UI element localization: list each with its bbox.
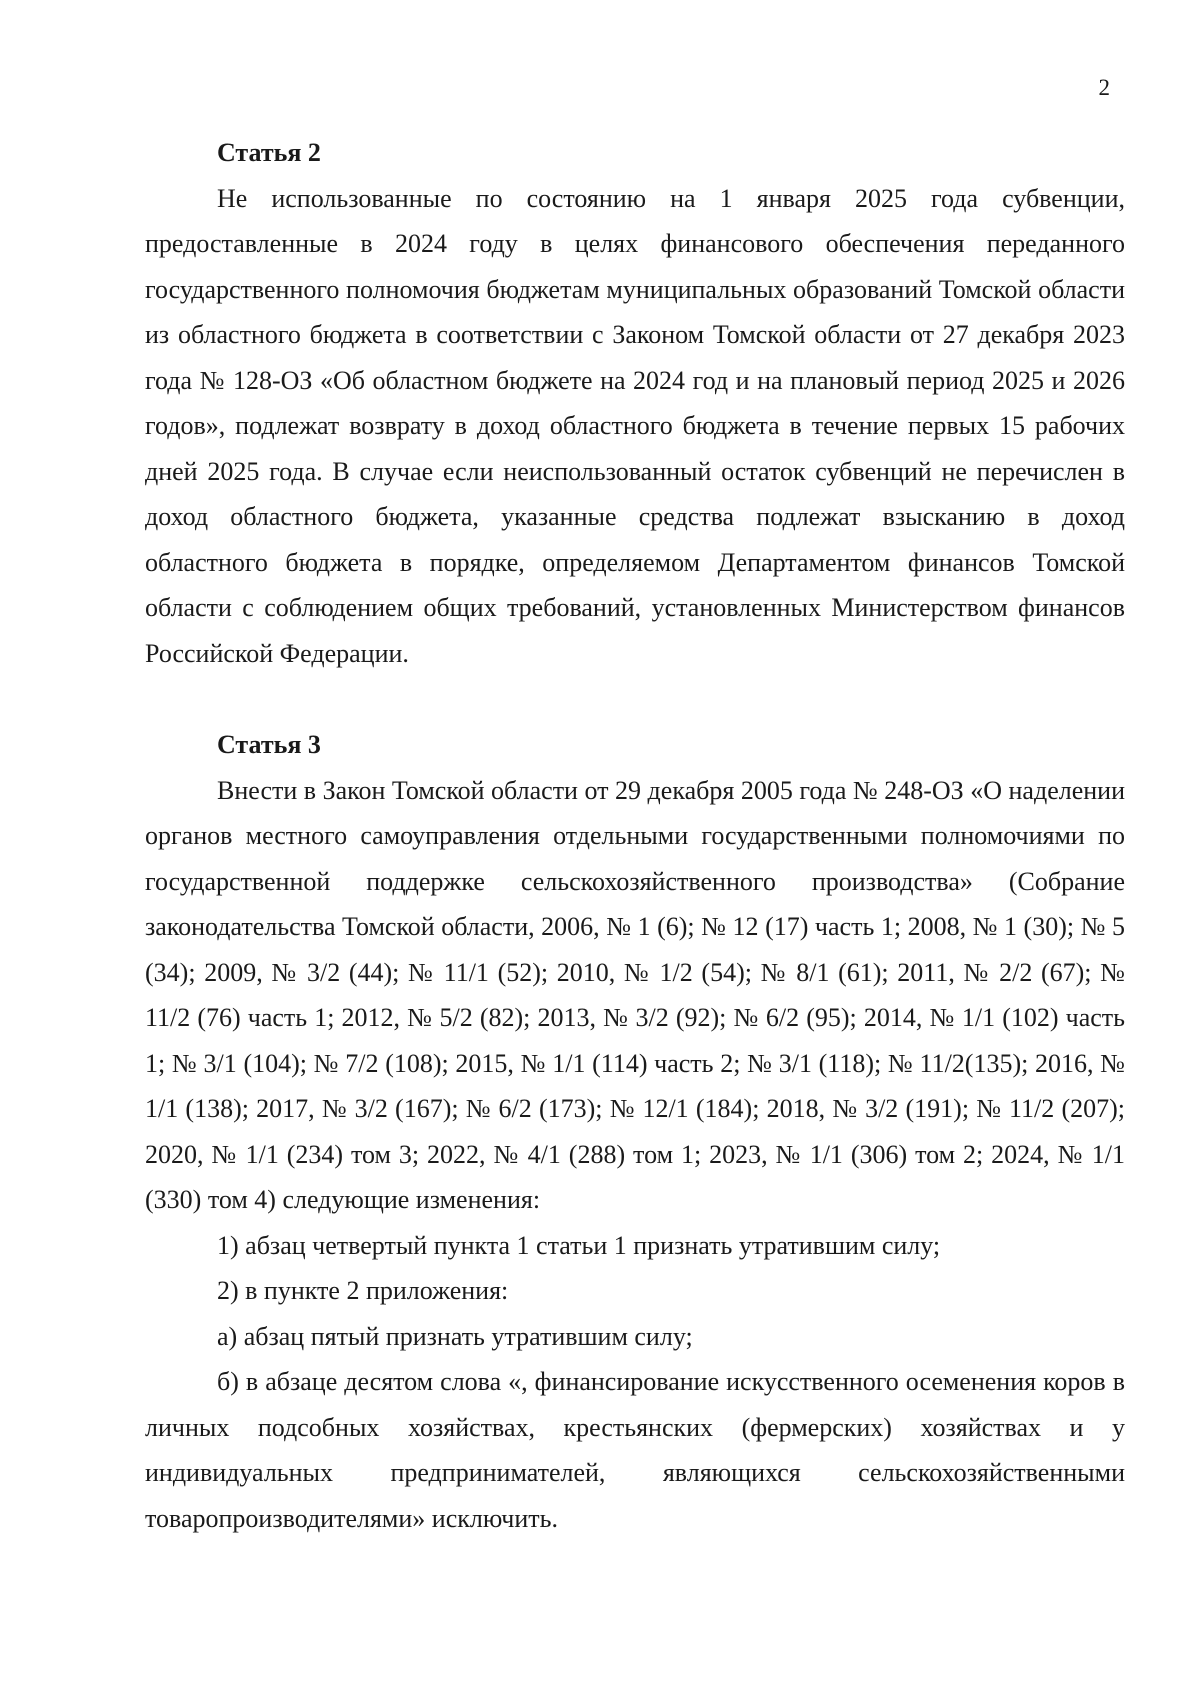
article-3-item-1: 1) абзац четвертый пункта 1 статьи 1 признать утратившим силу; [217,1230,941,1260]
article-3-title: Статья 3 [217,730,321,759]
section-spacer [145,676,1125,722]
article-3-paragraph-intro: Внести в Закон Томской области от 29 декабря 2005 года № 248-ОЗ «О наделении органов местного самоуправления отдельными государственными полномочиями по государственной поддержке сельскохозяйственного производства» (Собрание законодательства Томской области, 2006, № 1 (6); № 12 (17) часть 1; 2008, № 1 (30); № 5 (34); 2009, № 3/2 (44); № 11/1 (52); 2010, № 1/2 (54); № 8/1 (61); 2011, № 2/2 (67); № 11/2 (76) часть 1; 2012, № 5/2 (82); 2013, № 3/2 (92); № 6/2 (95); 2014, № 1/1 (102) часть 1; № 3/1 (104); № 7/2 (108); 2015, № 1/1 (114) часть 2; № 3/1 (118); № 11/2(135); 2016, № 1/1 (138); 2017, № 3/2 (167); № 6/2 (173); № 12/1 (184); 2018, № 3/2 (191); № 11/2 (207); 2020, № 1/1 (234) том 3; 2022, № 4/1 (288) том 1; 2023, № 1/1 (306) том 2; 2024, № 1/1 (330) том 4) следующие изменения: [145,775,1125,1214]
article-2 [145,130,1125,676]
page-number: 2 [1098,75,1110,100]
article-3-item-2: 2) в пункте 2 приложения: [217,1276,509,1305]
article-2-paragraph: Не использованные по состоянию на 1 января 2025 года субвенции, предоставленные в 2024 году в целях финансового обеспечения переданного государственного полномочия бюджетам муниципальных образований Томской области из областного бюджета в соответствии с Законом Томской области от 27 декабря 2023 года № 128-ОЗ «Об областном бюджете на 2024 год и на плановый период 2025 и 2026 годов», подлежат возврату в доход областного бюджета в течение первых 15 рабочих дней 2025 года. В случае если неиспользованный остаток субвенций не перечислен в доход областного бюджета, указанные средства подлежат взысканию в доход областного бюджета в порядке, определяемом Департаментом финансов Томской области с соблюдением общих требований, установленных Министерством финансов Российской Федерации. [145,183,1125,668]
document-body [145,130,1125,1541]
article-2-title: Статья 2 [217,138,321,167]
article-3-item-2a: а) абзац пятый признать утратившим силу; [217,1321,693,1351]
article-3 [145,722,1125,1541]
article-3-item-2b: б) в абзаце десятом слова «, финансирование искусственного осеменения коров в личных подсобных хозяйствах, крестьянских (фермерских) хозяйствах и у индивидуальных предпринимателей, являющихся сельскохозяйственными товаропроизводителями» исключить. [145,1367,1125,1533]
